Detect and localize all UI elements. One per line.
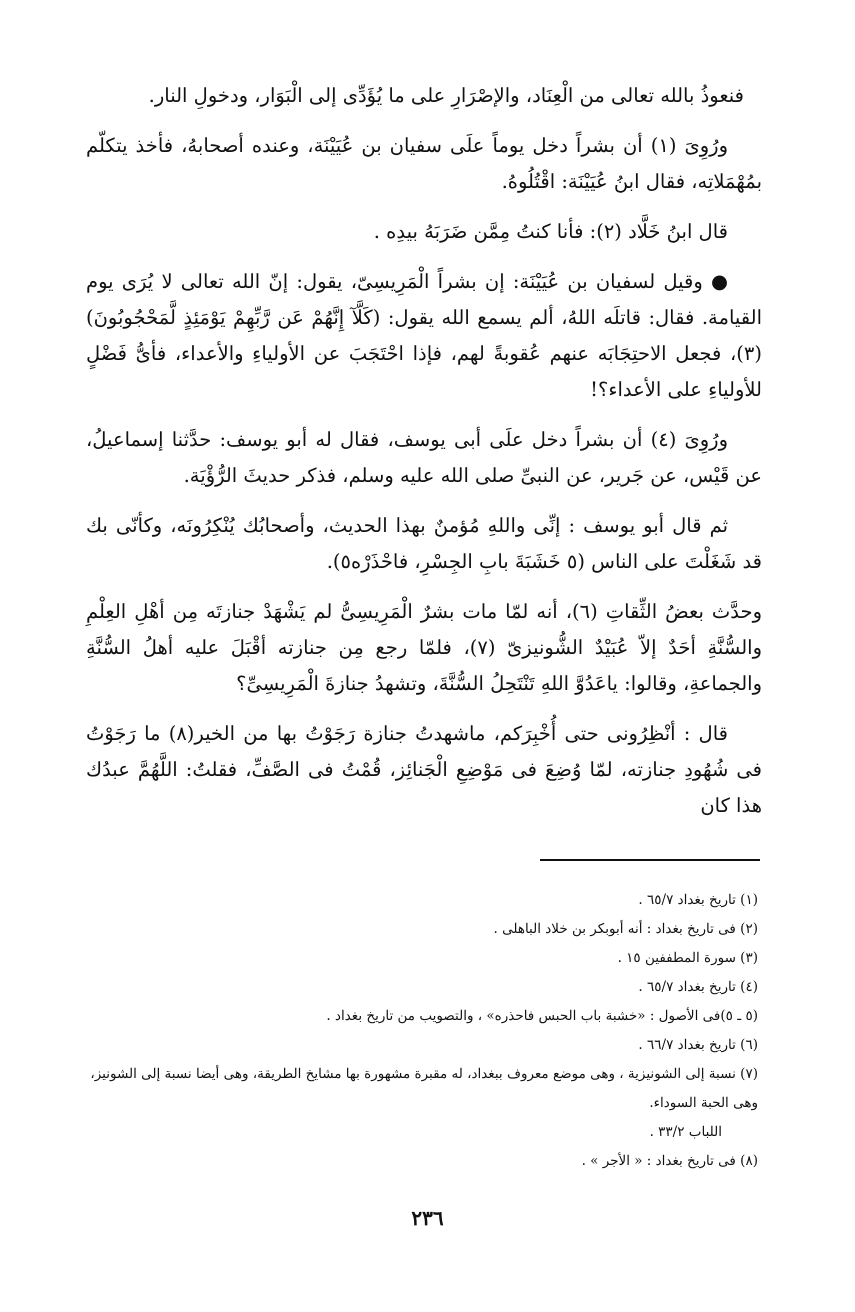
footnote: (٧) نسبة إلى الشونيزية ، وهى موضع معروف ببغداد، له مقبرة مشهورة بها مشايخ الطريقة، وهى أيضا نسبة إلى الشونيز، (90, 1066, 758, 1082)
paragraph: ورُوِىَ (٤) أن بشراً دخل علَى أبى يوسف، فقال له أبو يوسف: حدَّثنا إسماعيلُ، عن قَيْس، عن جَرير، عن النبىِّ صلى الله عليه وسلم، فذكر حديثَ الرُّؤْيَة. (86, 428, 762, 487)
footnote-continuation: وهى الحبة السوداء. (649, 1095, 758, 1111)
paragraph: ● وقيل لسفيان بن عُيَيْنَة: إن بشراً الْمَرِيسِىّ، يقول: إنّ الله تعالى لا يُرَى يوم القيامة. فقال: قاتلَه اللهُ، ألم يسمع الله يقول: (كَلَّآ إِنَّهُمْ عَن رَّبِّهِمْ يَوْمَئِذٍ لَّمَحْجُوبُونَ)(٣)، فجعل الاحتِجَابَه عنهم عُقوبةً لهم، فإذا احْتَجَبَ عن الأولياءِ والأعداء، فأىُّ فَضْلٍ للأولياءِ على الأعداء؟! (86, 270, 762, 401)
footnote: (٣) سورة المطففين ١٥ . (617, 950, 758, 966)
page-number: ٢٣٦ (411, 1206, 444, 1230)
paragraph: قال ابنُ خَلَّاد (٢): فأنا كنتُ مِمَّن ضَرَبَهُ بيدِه . (373, 220, 728, 243)
footnote-continuation: اللباب ٣٣/٢ . (649, 1124, 722, 1140)
footnote: (٥ ـ ٥)فى الأصول : «خشبة باب الحبس فاحذره» ، والتصويب من تاريخ بغداد . (326, 1008, 758, 1024)
footnotes (86, 886, 758, 1176)
footnote: (٢) فى تاريخ بغداد : أنه أبوبكر بن خلاد الباهلى . (493, 921, 758, 937)
paragraph: ثم قال أبو يوسف : إنِّى واللهِ مُؤمنٌ بهذا الحديث، وأصحابُك يُنْكِرُونَه، وكأنّى بك قد شَغَلْتَ على الناس (٥ خَشَبَةَ بابِ الجِسْرِ، فاحْذَرْه٥). (86, 514, 762, 573)
footnote-separator (540, 859, 760, 861)
paragraph: قال : أنْظِرُونى حتى أُخْبِرَكم، ماشهدتُ جنازة رَجَوْتُ بها من الخير(٨) ما رَجَوْتُ فى شُهُودِ جنازته، لمّا وُضِعَ فى مَوْضِعِ الْجَنائِز، قُمْتُ فى الصَّفِّ، فقلتُ: اللَّهُمَّ عبدُك هذا كان (86, 722, 762, 817)
main-text (86, 78, 762, 838)
paragraph: ورُوِىَ (١) أن بشراً دخل يوماً علَى سفيان بن عُيَيْنَة، وعنده أصحابهُ، فأخذ يتكلّم بمُهْمَلاتِه، فقال ابنُ عُيَيْنَة: اقْتُلُوهُ. (86, 134, 762, 193)
footnote: (١) تاريخ بغداد ٦٥/٧ . (638, 892, 758, 908)
footnote: (٤) تاريخ بغداد ٦٥/٧ . (638, 979, 758, 995)
footnote: (٨) فى تاريخ بغداد : « الأجر » . (581, 1153, 758, 1169)
paragraph: وحدَّث بعضُ الثِّقاتِ (٦)، أنه لمّا مات بشرٌ الْمَرِيسِىُّ لم يَشْهَدْ جنازتَه مِن أهْلِ العِلْمِ والسُّنَّةِ أحَدٌ إلاّ عُبَيْدٌ الشُّونيزىّ (٧)، فلمّا رجع مِن جنازته أقْبَلَ عليه أهلُ السُّنَّةِ والجماعةِ، وقالوا: ياعَدُوَّ اللهِ تَنْتَحِلُ السُّنَّةَ، وتشهدُ جنازةَ الْمَرِيسِىِّ؟ (86, 600, 762, 695)
paragraph: فنعوذُ بالله تعالى من الْعِنَاد، والإصْرَارِ على ما يُؤَدِّى إلى الْبَوَار، ودخولِ النار. (148, 84, 744, 107)
footnote: (٦) تاريخ بغداد ٦٦/٧ . (638, 1037, 758, 1053)
